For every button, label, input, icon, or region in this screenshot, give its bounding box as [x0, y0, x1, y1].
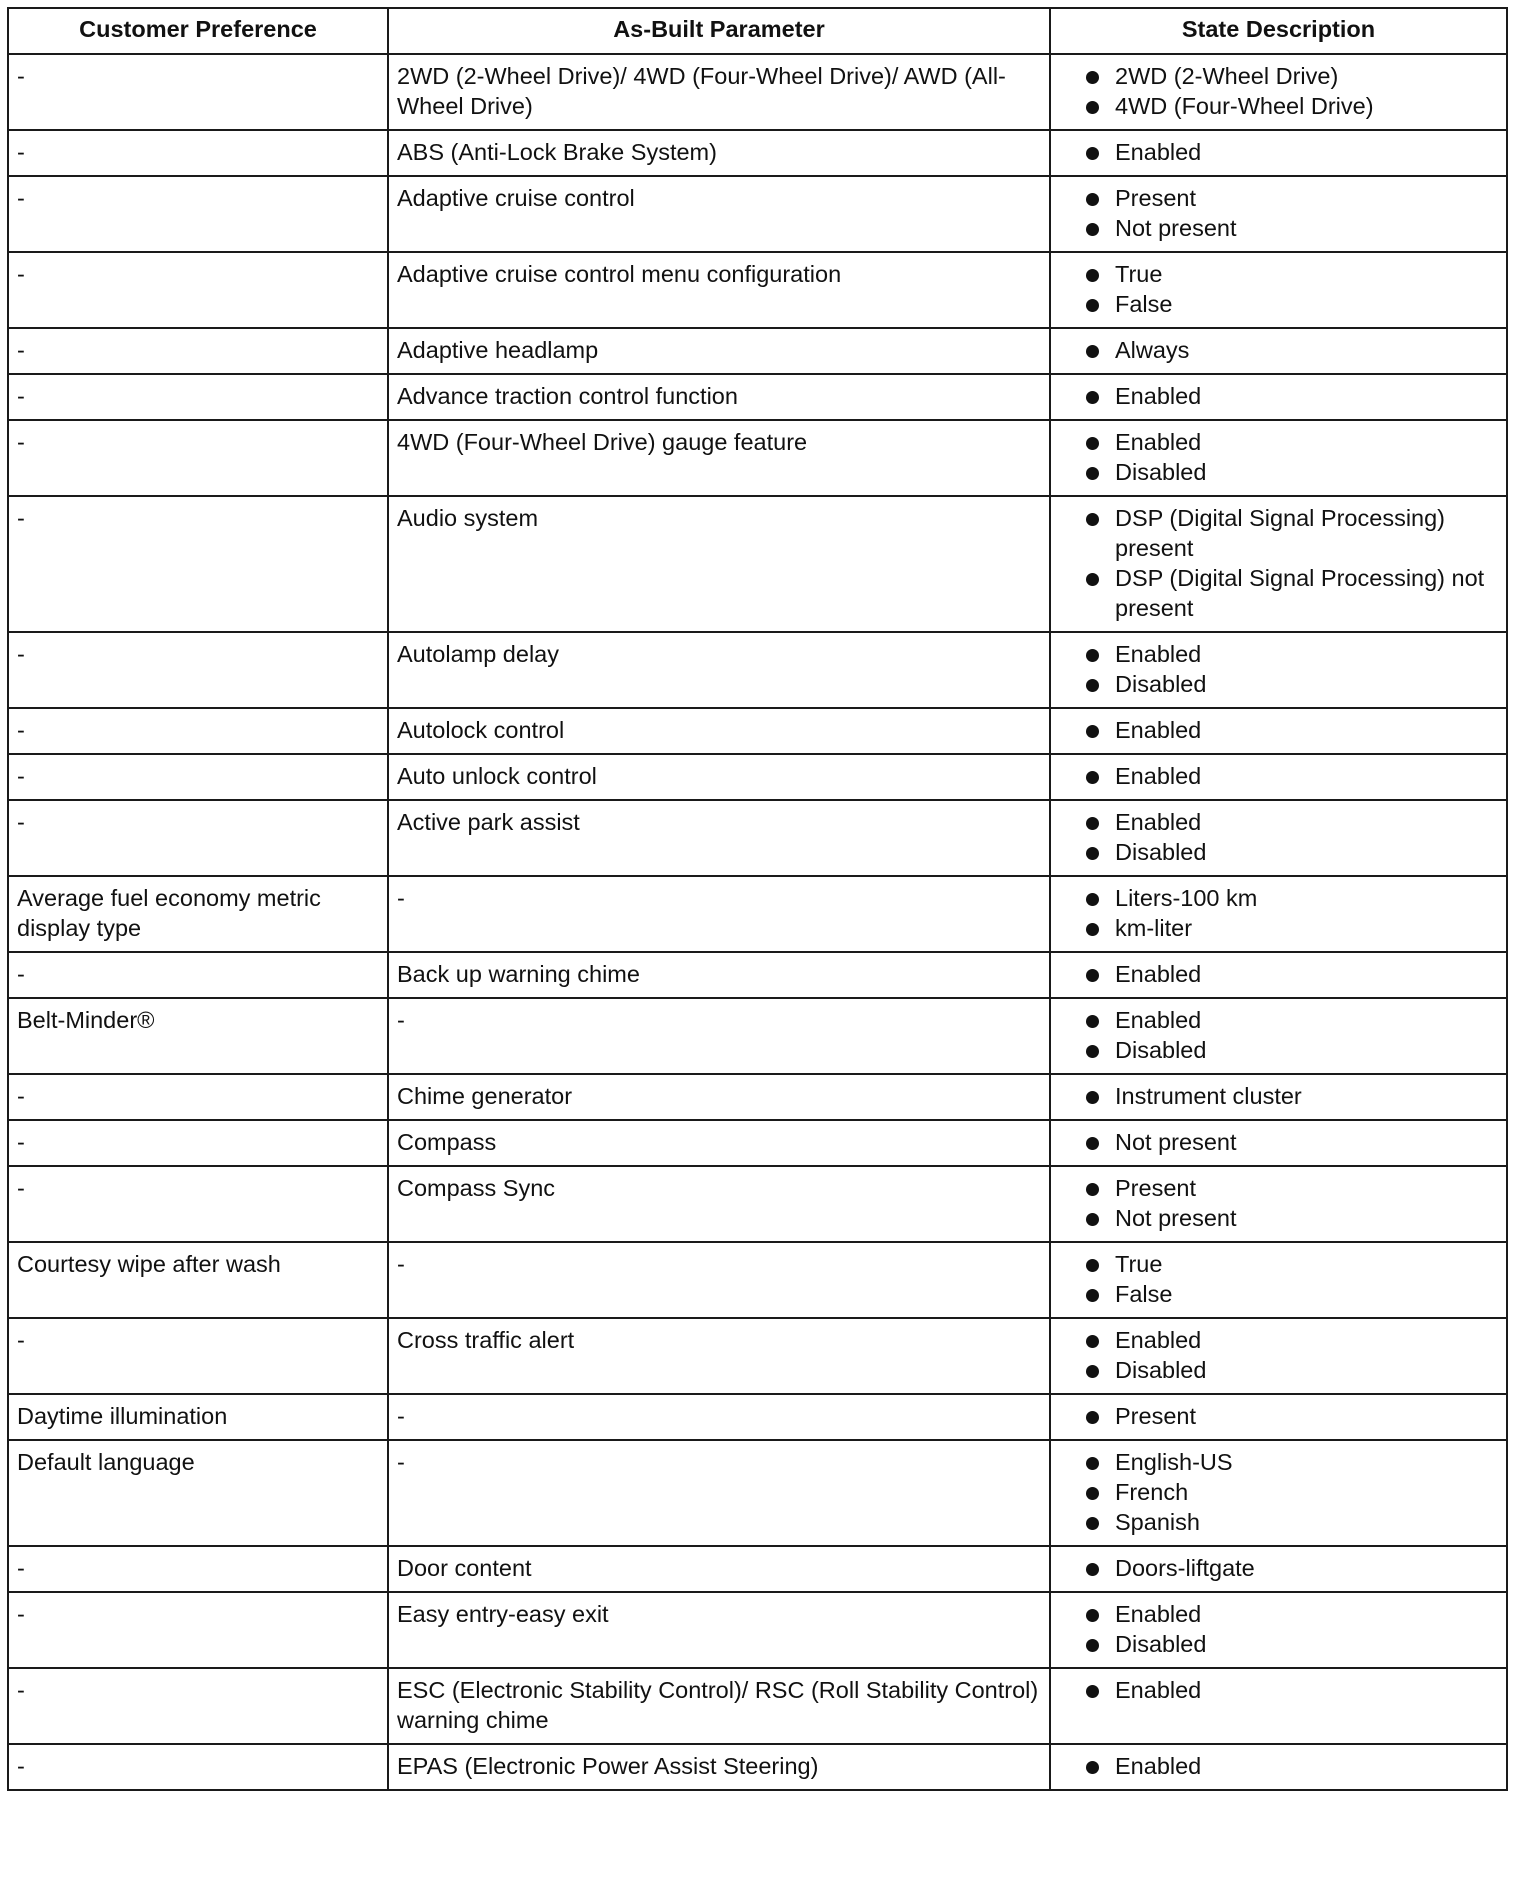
state-text: Enabled [1115, 1327, 1202, 1353]
state-list [1059, 183, 1498, 243]
customer-preference-cell: - [8, 1546, 388, 1592]
state-text: Enabled [1115, 961, 1202, 987]
state-list [1059, 959, 1498, 989]
state-list [1059, 1599, 1498, 1659]
state-item [1059, 213, 1498, 243]
bullet-icon [1086, 817, 1099, 830]
as-built-parameter-cell: Autolamp delay [388, 632, 1050, 708]
state-description-cell [1050, 1592, 1507, 1668]
customer-preference-cell: - [8, 328, 388, 374]
as-built-parameter-cell: Compass Sync [388, 1166, 1050, 1242]
state-description-cell [1050, 420, 1507, 496]
state-item [1059, 335, 1498, 365]
customer-preference-cell: - [8, 1074, 388, 1120]
customer-preference-cell: - [8, 1120, 388, 1166]
state-item [1059, 669, 1498, 699]
table-row [8, 252, 1507, 328]
as-built-parameter-cell: ESC (Electronic Stability Control)/ RSC (Roll Stability Control) warning chime [388, 1668, 1050, 1744]
table-row [8, 54, 1507, 130]
state-text: Enabled [1115, 383, 1202, 409]
customer-preference-cell: - [8, 374, 388, 420]
state-description-cell [1050, 998, 1507, 1074]
state-text: Doors-liftgate [1115, 1555, 1255, 1581]
state-item [1059, 1035, 1498, 1065]
state-list [1059, 427, 1498, 487]
state-text: Present [1115, 1403, 1196, 1429]
as-built-parameter-cell: 2WD (2-Wheel Drive)/ 4WD (Four-Wheel Drive)/ AWD (All-Wheel Drive) [388, 54, 1050, 130]
as-built-parameter-cell: Compass [388, 1120, 1050, 1166]
state-text: False [1115, 1281, 1173, 1307]
customer-preference-cell: Default language [8, 1440, 388, 1546]
state-item [1059, 289, 1498, 319]
table-header-row [8, 8, 1507, 54]
as-built-parameter-cell: Active park assist [388, 800, 1050, 876]
state-item [1059, 137, 1498, 167]
bullet-icon [1086, 1365, 1099, 1378]
as-built-parameter-cell: Cross traffic alert [388, 1318, 1050, 1394]
state-text: Enabled [1115, 1601, 1202, 1627]
as-built-parameter-cell: ABS (Anti-Lock Brake System) [388, 130, 1050, 176]
bullet-icon [1086, 847, 1099, 860]
bullet-icon [1086, 1335, 1099, 1348]
bullet-icon [1086, 391, 1099, 404]
as-built-parameter-cell: Advance traction control function [388, 374, 1050, 420]
state-list [1059, 1081, 1498, 1111]
state-item [1059, 1629, 1498, 1659]
state-description-cell [1050, 952, 1507, 998]
state-text: Always [1115, 337, 1190, 363]
table-row [8, 176, 1507, 252]
as-built-parameter-cell: Autolock control [388, 708, 1050, 754]
state-list [1059, 1249, 1498, 1309]
state-text: False [1115, 291, 1173, 317]
table-row [8, 876, 1507, 952]
state-list [1059, 1751, 1498, 1781]
state-list [1059, 61, 1498, 121]
table-row [8, 1120, 1507, 1166]
customer-preference-cell: - [8, 252, 388, 328]
state-description-cell [1050, 496, 1507, 632]
bullet-icon [1086, 193, 1099, 206]
state-text: Disabled [1115, 671, 1207, 697]
state-list [1059, 1127, 1498, 1157]
state-list [1059, 883, 1498, 943]
state-item [1059, 1081, 1498, 1111]
as-built-parameter-cell: Audio system [388, 496, 1050, 632]
customer-preference-cell: - [8, 130, 388, 176]
state-text: Liters-100 km [1115, 885, 1258, 911]
state-item [1059, 503, 1498, 563]
table-row [8, 1668, 1507, 1744]
state-text: Enabled [1115, 139, 1202, 165]
state-text: 4WD (Four-Wheel Drive) [1115, 93, 1374, 119]
customer-preference-cell: - [8, 952, 388, 998]
as-built-parameter-cell: - [388, 1394, 1050, 1440]
state-description-cell [1050, 876, 1507, 952]
customer-preference-cell: Courtesy wipe after wash [8, 1242, 388, 1318]
document-page [7, 7, 1508, 1791]
state-text: Not present [1115, 1205, 1237, 1231]
state-description-cell [1050, 176, 1507, 252]
state-text: Present [1115, 185, 1196, 211]
state-list [1059, 381, 1498, 411]
customer-preference-cell: - [8, 1592, 388, 1668]
table-row [8, 952, 1507, 998]
bullet-icon [1086, 725, 1099, 738]
state-text: Enabled [1115, 763, 1202, 789]
state-text: Disabled [1115, 839, 1207, 865]
state-list [1059, 137, 1498, 167]
as-built-parameter-cell: - [388, 1242, 1050, 1318]
state-item [1059, 1355, 1498, 1385]
customer-preference-cell: - [8, 54, 388, 130]
state-text: Disabled [1115, 1037, 1207, 1063]
state-item [1059, 1553, 1498, 1583]
customer-preference-cell: - [8, 1166, 388, 1242]
state-list [1059, 1325, 1498, 1385]
customer-preference-cell: - [8, 420, 388, 496]
state-item [1059, 1675, 1498, 1705]
bullet-icon [1086, 513, 1099, 526]
state-item [1059, 1127, 1498, 1157]
state-text: Enabled [1115, 1753, 1202, 1779]
table-row [8, 420, 1507, 496]
state-item [1059, 761, 1498, 791]
customer-preference-cell: - [8, 1668, 388, 1744]
state-list [1059, 335, 1498, 365]
bullet-icon [1086, 1213, 1099, 1226]
state-list [1059, 1401, 1498, 1431]
state-text: French [1115, 1479, 1189, 1505]
state-item [1059, 1325, 1498, 1355]
state-list [1059, 715, 1498, 745]
state-description-cell [1050, 632, 1507, 708]
state-description-cell [1050, 1668, 1507, 1744]
customer-preference-cell: - [8, 496, 388, 632]
table-row [8, 1744, 1507, 1790]
state-text: Enabled [1115, 1677, 1202, 1703]
state-item [1059, 807, 1498, 837]
bullet-icon [1086, 649, 1099, 662]
state-description-cell [1050, 1242, 1507, 1318]
table-row [8, 632, 1507, 708]
table-row [8, 328, 1507, 374]
table-row [8, 374, 1507, 420]
as-built-parameter-cell: Door content [388, 1546, 1050, 1592]
bullet-icon [1086, 269, 1099, 282]
state-text: Not present [1115, 215, 1237, 241]
table-row [8, 1166, 1507, 1242]
state-item [1059, 883, 1498, 913]
state-text: Disabled [1115, 1357, 1207, 1383]
as-built-parameter-cell: - [388, 1440, 1050, 1546]
bullet-icon [1086, 893, 1099, 906]
state-text: km-liter [1115, 915, 1193, 941]
state-list [1059, 761, 1498, 791]
state-item [1059, 959, 1498, 989]
state-text: Instrument cluster [1115, 1083, 1302, 1109]
bullet-icon [1086, 1091, 1099, 1104]
state-item [1059, 563, 1498, 623]
bullet-icon [1086, 467, 1099, 480]
state-item [1059, 837, 1498, 867]
table-row [8, 1592, 1507, 1668]
state-list [1059, 639, 1498, 699]
bullet-icon [1086, 299, 1099, 312]
state-text: DSP (Digital Signal Processing) not present [1115, 565, 1485, 621]
state-text: Disabled [1115, 459, 1207, 485]
bullet-icon [1086, 1183, 1099, 1196]
state-item [1059, 1447, 1498, 1477]
state-text: 2WD (2-Wheel Drive) [1115, 63, 1339, 89]
bullet-icon [1086, 1137, 1099, 1150]
state-item [1059, 1507, 1498, 1537]
state-item [1059, 913, 1498, 943]
bullet-icon [1086, 1289, 1099, 1302]
state-item [1059, 259, 1498, 289]
bullet-icon [1086, 1015, 1099, 1028]
as-built-parameter-cell: - [388, 998, 1050, 1074]
as-built-parameter-table [7, 7, 1508, 1791]
bullet-icon [1086, 1517, 1099, 1530]
as-built-parameter-cell: Auto unlock control [388, 754, 1050, 800]
customer-preference-cell: - [8, 754, 388, 800]
as-built-parameter-cell: Adaptive headlamp [388, 328, 1050, 374]
table-row [8, 708, 1507, 754]
state-item [1059, 1279, 1498, 1309]
state-item [1059, 639, 1498, 669]
table-row [8, 998, 1507, 1074]
table-row [8, 754, 1507, 800]
bullet-icon [1086, 1457, 1099, 1470]
as-built-parameter-cell: Chime generator [388, 1074, 1050, 1120]
customer-preference-cell: Daytime illumination [8, 1394, 388, 1440]
state-description-cell [1050, 252, 1507, 328]
customer-preference-cell: - [8, 1744, 388, 1790]
state-description-cell [1050, 754, 1507, 800]
bullet-icon [1086, 1685, 1099, 1698]
bullet-icon [1086, 679, 1099, 692]
state-text: Enabled [1115, 809, 1202, 835]
customer-preference-cell: - [8, 800, 388, 876]
state-text: Enabled [1115, 717, 1202, 743]
bullet-icon [1086, 1045, 1099, 1058]
state-description-cell [1050, 708, 1507, 754]
table-row [8, 1242, 1507, 1318]
state-description-cell [1050, 328, 1507, 374]
state-text: Present [1115, 1175, 1196, 1201]
customer-preference-cell: Average fuel economy metric display type [8, 876, 388, 952]
state-list [1059, 1447, 1498, 1537]
customer-preference-cell: - [8, 632, 388, 708]
state-text: Enabled [1115, 641, 1202, 667]
state-item [1059, 715, 1498, 745]
state-item [1059, 1173, 1498, 1203]
state-item [1059, 1005, 1498, 1035]
state-list [1059, 1173, 1498, 1233]
bullet-icon [1086, 969, 1099, 982]
bullet-icon [1086, 1487, 1099, 1500]
state-item [1059, 1751, 1498, 1781]
state-text: True [1115, 261, 1163, 287]
customer-preference-cell: - [8, 1318, 388, 1394]
customer-preference-cell: Belt-Minder® [8, 998, 388, 1074]
table-body [8, 54, 1507, 1790]
bullet-icon [1086, 223, 1099, 236]
table-row [8, 1394, 1507, 1440]
state-text: Enabled [1115, 429, 1202, 455]
state-item [1059, 1401, 1498, 1431]
state-text: DSP (Digital Signal Processing) present [1115, 505, 1446, 561]
bullet-icon [1086, 101, 1099, 114]
state-description-cell [1050, 1166, 1507, 1242]
state-description-cell [1050, 1440, 1507, 1546]
bullet-icon [1086, 71, 1099, 84]
state-list [1059, 1553, 1498, 1583]
table-row [8, 1440, 1507, 1546]
state-description-cell [1050, 1394, 1507, 1440]
bullet-icon [1086, 1609, 1099, 1622]
state-item [1059, 1249, 1498, 1279]
customer-preference-cell: - [8, 708, 388, 754]
state-text: Spanish [1115, 1509, 1200, 1535]
as-built-parameter-cell: EPAS (Electronic Power Assist Steering) [388, 1744, 1050, 1790]
state-item [1059, 457, 1498, 487]
state-description-cell [1050, 54, 1507, 130]
as-built-parameter-cell: - [388, 876, 1050, 952]
bullet-icon [1086, 923, 1099, 936]
state-list [1059, 259, 1498, 319]
state-item [1059, 381, 1498, 411]
as-built-parameter-cell: Back up warning chime [388, 952, 1050, 998]
bullet-icon [1086, 147, 1099, 160]
state-list [1059, 807, 1498, 867]
state-description-cell [1050, 1546, 1507, 1592]
bullet-icon [1086, 1639, 1099, 1652]
bullet-icon [1086, 345, 1099, 358]
state-item [1059, 61, 1498, 91]
as-built-parameter-cell: 4WD (Four-Wheel Drive) gauge feature [388, 420, 1050, 496]
as-built-parameter-cell: Adaptive cruise control [388, 176, 1050, 252]
state-text: Not present [1115, 1129, 1237, 1155]
state-description-cell [1050, 1744, 1507, 1790]
state-item [1059, 1477, 1498, 1507]
state-description-cell [1050, 800, 1507, 876]
table-row [8, 800, 1507, 876]
table-row [8, 130, 1507, 176]
state-description-cell [1050, 1120, 1507, 1166]
bullet-icon [1086, 1563, 1099, 1576]
state-list [1059, 1675, 1498, 1705]
bullet-icon [1086, 1259, 1099, 1272]
table-row [8, 1074, 1507, 1120]
bullet-icon [1086, 573, 1099, 586]
state-item [1059, 91, 1498, 121]
bullet-icon [1086, 437, 1099, 450]
state-text: Disabled [1115, 1631, 1207, 1657]
state-description-cell [1050, 374, 1507, 420]
bullet-icon [1086, 1761, 1099, 1774]
state-list [1059, 503, 1498, 623]
bullet-icon [1086, 771, 1099, 784]
bullet-icon [1086, 1411, 1099, 1424]
state-text: Enabled [1115, 1007, 1202, 1033]
state-description-cell [1050, 1318, 1507, 1394]
header-as-built-parameter: As-Built Parameter [388, 8, 1050, 54]
state-text: English-US [1115, 1449, 1233, 1475]
state-description-cell [1050, 1074, 1507, 1120]
as-built-parameter-cell: Adaptive cruise control menu configuration [388, 252, 1050, 328]
as-built-parameter-cell: Easy entry-easy exit [388, 1592, 1050, 1668]
state-item [1059, 1203, 1498, 1233]
state-item [1059, 427, 1498, 457]
table-row [8, 1318, 1507, 1394]
state-item [1059, 183, 1498, 213]
header-state-description: State Description [1050, 8, 1507, 54]
table-row [8, 496, 1507, 632]
table-row [8, 1546, 1507, 1592]
customer-preference-cell: - [8, 176, 388, 252]
header-customer-preference: Customer Preference [8, 8, 388, 54]
state-item [1059, 1599, 1498, 1629]
state-description-cell [1050, 130, 1507, 176]
state-text: True [1115, 1251, 1163, 1277]
state-list [1059, 1005, 1498, 1065]
